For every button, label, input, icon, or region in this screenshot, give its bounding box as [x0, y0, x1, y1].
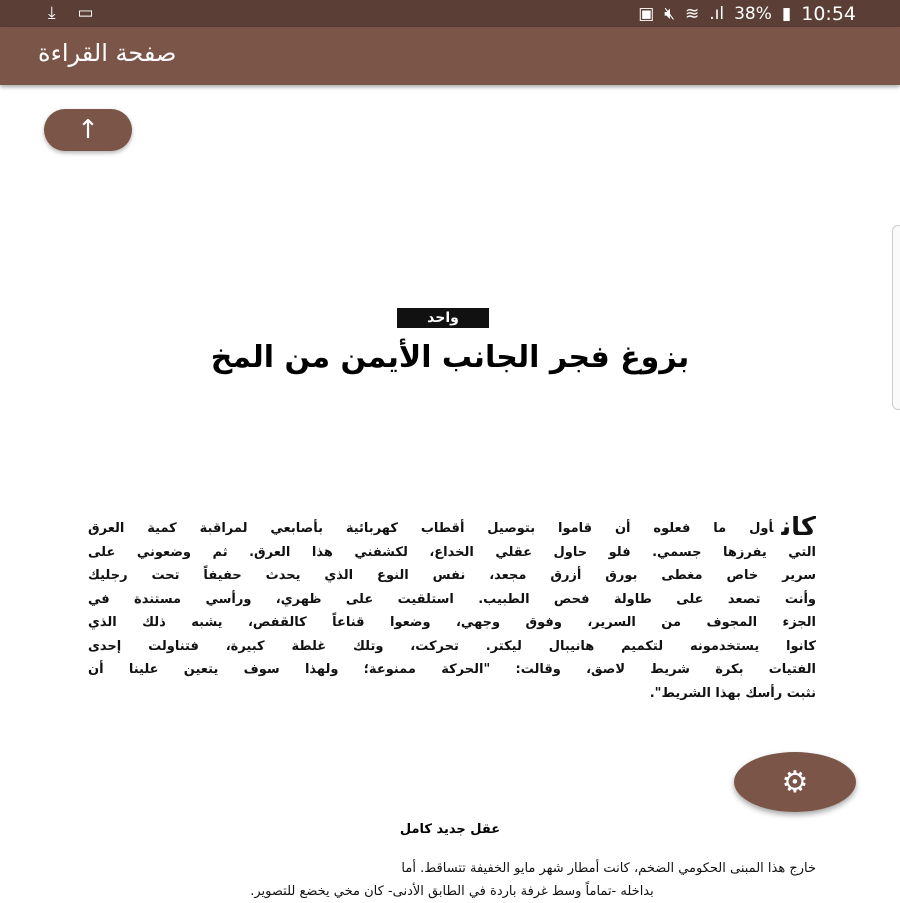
battery-icon: ▮	[781, 4, 792, 24]
body-line: بداخله -تماماً وسط غرفة باردة في الطابق الأدنى- كان مخي يخضع للتصوير.	[250, 884, 654, 899]
body-line: الفتيات بكرة شريط لاصق، وقالت: "الحركة ممنوعة؛ ولهذا سوف يتعين علينا أن	[88, 662, 816, 677]
arrow-up-icon: ↑	[77, 115, 99, 145]
body-line: خارج هذا المبنى الحكومي الضخم، كانت أمطار شهر مايو الخفيفة تتساقط. أما	[401, 861, 816, 876]
section-body	[88, 857, 816, 903]
app-bar	[0, 27, 900, 85]
nfc-icon: ▣	[638, 4, 655, 24]
screenshot-icon: ▭	[77, 3, 94, 23]
signal-icon: .ıl	[709, 4, 725, 24]
gear-icon: ⚙	[781, 764, 809, 800]
body-line: سرير خاص مغطى بورق أزرق مجعد، نفس النوع الذي يحدث حفيفاً تحت رجليك	[88, 568, 816, 583]
mute-icon: 🔇︎	[664, 4, 675, 24]
battery-percent: 38%	[734, 4, 772, 24]
body-line: الجزء المجوف من السرير، وفوق وجهي، وضعوا قناعاً كالقفص، يشبه ذلك الذي	[88, 615, 816, 630]
chapter-title: بزوغ فجر الجانب الأيمن من المخ	[210, 340, 690, 375]
section-title: عقل جديد كامل	[399, 822, 501, 837]
scroll-up-button[interactable]	[44, 109, 132, 151]
body-line: وأنت تصعد على طاولة فحص الطبيب. استلقيت على ظهري، ورأسي مستندة في	[88, 591, 816, 607]
body-line: كانوا يستخدمونه لتكميم هانيبال ليكتر. تحركت، وتلك غلطة كبيرة، فتناولت إحدى	[88, 638, 816, 654]
chapter-body	[88, 516, 816, 705]
body-line: أول ما فعلوه أن قاموا بتوصيل أقطاب كهربائية بأصابعي لمراقبة كمية العرق	[88, 521, 774, 536]
settings-button[interactable]	[734, 752, 856, 812]
status-bar	[0, 0, 900, 27]
chapter-number: واحد	[397, 308, 489, 328]
clock: 10:54	[801, 3, 856, 25]
drop-word: كان	[781, 516, 816, 541]
wifi-icon: ≋	[684, 4, 700, 24]
app-bar-title: صفحة القراءة	[38, 39, 177, 67]
body-line: التي يفرزها جسمي. فلو حاول عقلي الخداع، لكشفني هذا العرق. ثم وضعوني على	[88, 544, 816, 560]
body-line: نثبت رأسك بهذا الشريط".	[649, 685, 816, 701]
scrollbar-handle[interactable]	[892, 225, 900, 410]
download-icon: ⤓	[48, 3, 56, 23]
